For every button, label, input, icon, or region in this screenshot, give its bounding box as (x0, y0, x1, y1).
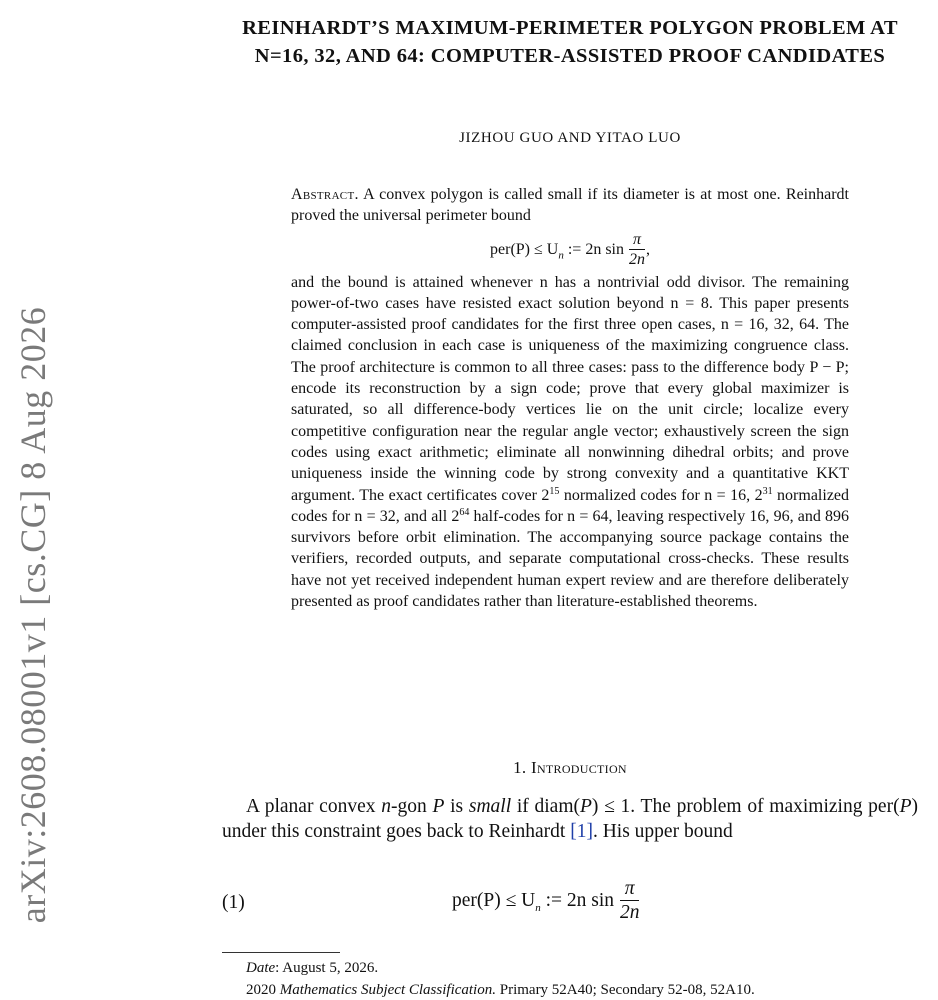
abstract-formula-fraction: $\frac{\pi}{2n}$ (628, 230, 645, 268)
abstract-intro: A convex polygon is called small if its diameter is at most one. Reinhardt proved the universal perimeter bound (291, 186, 849, 225)
abstract: Abstract. A convex polygon is called small if its diameter is at most one. Reinhardt proved the universal perimeter bound $per(P) \le U_n$ := 2n sin $\frac{\pi}{2n}$ , and the bound is attained whenever n has a nontrivial odd divisor. The remaining power-of-two cases have resisted exact solution beyond n = 8. This paper presents computer-assisted proof candidates for the first three open cases, n = 16, 32, 64. The claimed conclusion in each case is uniqueness of the maximizing congruence class. The proof architecture is common to all three cases: pass to the difference body P − P; encode its reconstruction by a sign code; prove that every global maximizer is saturated, so all difference-body vertices lie on the unit circle; localize every competitive configuration near the regular angle vector; exhaustively screen the sign codes using exact arithmetic; eliminate all nonwinning dihedral orbits; and prove uniqueness inside the winning code by strong convexity and a quantitative KKT argument. The exact certificates cover $2^{15}$ normalized codes for n = 16, $2^{31}$ normalized codes for n = 32, and all $2^{64}$ half-codes for n = 64, leaving respectively 16, 96, and 896 survivors before orbit elimination. The accompanying source package contains the verifiers, recorded outputs, and separate computational cross-checks. These results have not yet received independent human expert review and are therefore deliberately presented as proof candidates rather than literature-established theorems. (291, 186, 850, 611)
footnote-msc: 2020 Mathematics Subject Classification. Primary 52A40; Secondary 52-08, 52A10. (246, 982, 755, 998)
paper-authors: JIZHOU GUO AND YITAO LUO (459, 130, 681, 146)
abstract-label: Abstract. (291, 186, 359, 203)
equation-number: (1) (222, 892, 245, 913)
equation-body: $per(P) \le U_n$ := 2n sin $\frac{\pi}{2n}$ (452, 878, 640, 923)
introduction-paragraph: A planar convex n-gon P is small if diam(P) ≤ 1. The problem of maximizing per(P) under this constraint goes back to Reinhardt [1]. His upper bound (222, 796, 918, 842)
equation-1 (222, 878, 918, 938)
footnote-rule (222, 952, 340, 953)
section-heading-introduction: 1. Introduction (513, 758, 627, 777)
arxiv-sidebar-stamp (8, 280, 58, 950)
equation-fraction: $\frac{\pi}{2n}$ (619, 878, 640, 923)
citation-link-1[interactable]: [1] (570, 821, 593, 842)
paper-title: REINHARDT’S MAXIMUM-PERIMETER POLYGON PROBLEM AT N=16, 32, AND 64: COMPUTER-ASSISTED PROOF CANDIDATES (242, 17, 898, 67)
abstract-body: and the bound is attained whenever n has a nontrivial odd divisor. The remaining power-of-two cases have resisted exact solution beyond n = 8. This paper presents computer-assisted proof candidates for the first three open cases, n = 16, 32, 64. The claimed conclusion in each case is uniqueness of the maximizing congruence class. The proof architecture is common to all three cases: pass to the difference body P − P; encode its reconstruction by a sign code; prove that every global maximizer is saturated, so all difference-body vertices lie on the unit circle; localize every competitive configuration near the regular angle vector; exhaustively screen the sign codes using exact arithmetic; eliminate all nonwinning dihedral orbits; and prove uniqueness inside the winning code by strong convexity and a quantitative KKT argument. The exact certificates cover 2 (291, 273, 849, 504)
footnote-date: Date: August 5, 2026. (246, 960, 379, 976)
arxiv-identifier: arXiv:2608.08001v1 [cs.CG] 8 Aug 2026 (13, 306, 53, 924)
abstract-formula: $per(P) \le U_n$ := 2n sin $\frac{\pi}{2n}$ , (490, 230, 650, 268)
